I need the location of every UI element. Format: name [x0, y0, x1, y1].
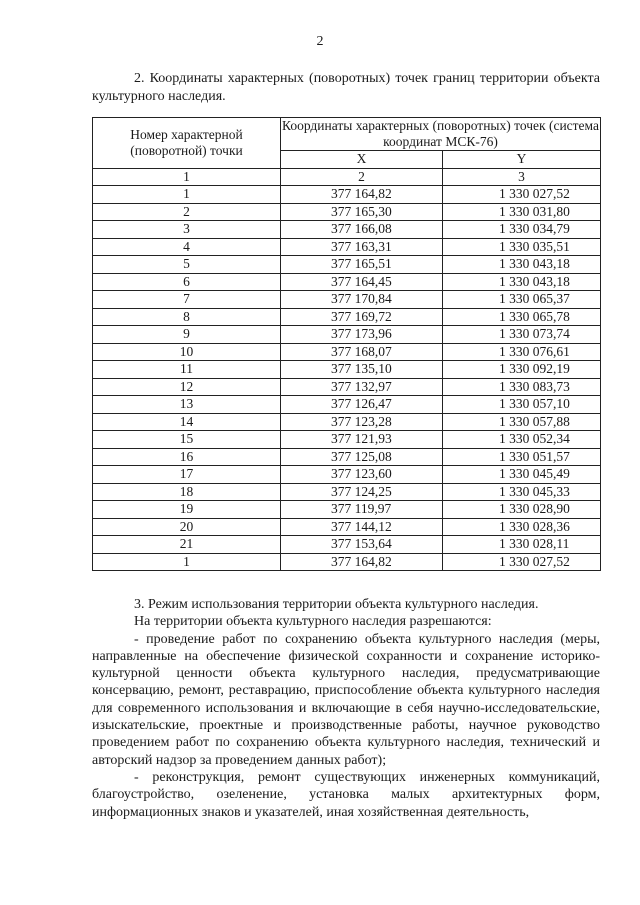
y-coordinate-cell	[443, 536, 601, 554]
point-number-cell	[93, 431, 281, 449]
point-number-cell-text: 17	[179, 466, 194, 481]
column-numbering-row	[93, 168, 601, 186]
x-coordinate-cell-text: 377 169,72	[331, 308, 392, 324]
x-coordinate-cell	[281, 553, 443, 571]
point-number-cell	[93, 256, 281, 274]
page-number: 2	[316, 34, 324, 49]
x-coordinate-cell-text: 377 170,84	[331, 291, 392, 306]
point-number-cell-text: 3	[183, 221, 190, 236]
point-number-cell	[93, 343, 281, 361]
section-3-intro: На территории объекта культурного наследия разрешаются:	[134, 614, 492, 630]
x-coordinate-cell	[281, 291, 443, 309]
point-number-cell-text: 12	[179, 378, 194, 394]
column-number: 1	[93, 168, 281, 186]
table-row	[93, 518, 601, 536]
table-row	[93, 466, 601, 484]
y-coordinate-cell-text: 1 330 028,36	[499, 518, 570, 534]
y-coordinate-cell	[443, 273, 601, 291]
point-number-cell	[93, 518, 281, 536]
x-coordinate-cell	[281, 186, 443, 204]
y-coordinate-cell-text: 1 330 057,88	[499, 413, 570, 429]
y-coordinate-cell	[443, 501, 601, 519]
x-coordinate-cell	[281, 483, 443, 501]
x-coordinate-cell	[281, 413, 443, 431]
point-number-cell-text: 2	[183, 203, 190, 219]
table-row	[93, 291, 601, 309]
x-coordinate-cell-text: 377 173,96	[331, 326, 392, 341]
header-point-number: Номер характерной (поворотной) точки	[93, 118, 281, 169]
point-number-cell-text: 19	[179, 501, 194, 516]
point-number-cell-text: 13	[179, 396, 194, 411]
y-coordinate-cell-text: 1 330 045,33	[499, 483, 570, 499]
table-row	[93, 326, 601, 344]
table-row	[93, 396, 601, 414]
x-coordinate-cell	[281, 518, 443, 536]
point-number-cell-text: 9	[183, 326, 190, 341]
point-number-cell	[93, 378, 281, 396]
x-coordinate-cell	[281, 203, 443, 221]
x-coordinate-cell-text: 377 165,51	[331, 256, 392, 271]
x-coordinate-cell	[281, 326, 443, 344]
point-number-cell	[93, 186, 281, 204]
table-row	[93, 501, 601, 519]
y-coordinate-cell	[443, 361, 601, 379]
y-coordinate-cell	[443, 483, 601, 501]
x-coordinate-cell	[281, 431, 443, 449]
x-coordinate-cell	[281, 343, 443, 361]
point-number-cell	[93, 448, 281, 466]
x-coordinate-cell-text: 377 164,82	[331, 186, 392, 201]
point-number-cell-text: 5	[183, 256, 190, 271]
y-coordinate-cell	[443, 256, 601, 274]
x-coordinate-cell-text: 377 135,10	[331, 361, 392, 376]
y-coordinate-cell	[443, 413, 601, 431]
y-coordinate-cell-text: 1 330 045,49	[499, 466, 570, 481]
x-coordinate-cell-text: 377 168,07	[331, 343, 392, 359]
point-number-cell-text: 8	[183, 308, 190, 324]
y-coordinate-cell	[443, 186, 601, 204]
y-coordinate-cell-text: 1 330 073,74	[499, 326, 570, 341]
section-3	[92, 596, 600, 821]
y-coordinate-cell-text: 1 330 076,61	[499, 343, 570, 359]
y-coordinate-cell	[443, 221, 601, 239]
y-coordinate-cell-text: 1 330 027,52	[499, 186, 570, 201]
table-row	[93, 536, 601, 554]
x-coordinate-cell-text: 377 132,97	[331, 378, 392, 394]
table-row	[93, 431, 601, 449]
point-number-cell-text: 16	[179, 448, 194, 464]
y-coordinate-cell-text: 1 330 035,51	[499, 238, 570, 254]
point-number-cell	[93, 413, 281, 431]
x-coordinate-cell	[281, 308, 443, 326]
section-3-heading: 3. Режим использования территории объекта культурного наследия.	[134, 597, 539, 612]
point-number-cell	[93, 361, 281, 379]
x-coordinate-cell-text: 377 163,31	[331, 238, 392, 254]
y-coordinate-cell-text: 1 330 043,18	[499, 273, 570, 289]
y-coordinate-cell-text: 1 330 027,52	[499, 553, 570, 569]
point-number-cell-text: 6	[183, 273, 190, 289]
column-number: 2	[281, 168, 443, 186]
point-number-cell-text: 10	[179, 343, 194, 359]
point-number-cell	[93, 483, 281, 501]
header-x: X	[281, 151, 443, 169]
y-coordinate-cell	[443, 343, 601, 361]
x-coordinate-cell	[281, 501, 443, 519]
point-number-cell-text: 1	[183, 186, 190, 201]
y-coordinate-cell	[443, 553, 601, 571]
x-coordinate-cell-text: 377 123,60	[331, 466, 392, 481]
x-coordinate-cell-text: 377 165,30	[331, 203, 392, 219]
y-coordinate-cell	[443, 291, 601, 309]
x-coordinate-cell	[281, 396, 443, 414]
x-coordinate-cell	[281, 448, 443, 466]
y-coordinate-cell	[443, 448, 601, 466]
point-number-cell	[93, 273, 281, 291]
point-number-cell	[93, 326, 281, 344]
y-coordinate-cell-text: 1 330 031,80	[499, 203, 570, 219]
y-coordinate-cell	[443, 203, 601, 221]
x-coordinate-cell-text: 377 125,08	[331, 448, 392, 464]
table-row	[93, 273, 601, 291]
table-row	[93, 378, 601, 396]
y-coordinate-cell-text: 1 330 065,37	[499, 291, 570, 306]
point-number-cell-text: 14	[179, 413, 194, 429]
y-coordinate-cell-text: 1 330 083,73	[499, 378, 570, 394]
table-row	[93, 413, 601, 431]
point-number-cell-text: 11	[180, 361, 193, 376]
table-row	[93, 186, 601, 204]
table-row	[93, 483, 601, 501]
table-row	[93, 343, 601, 361]
point-number-cell	[93, 536, 281, 554]
point-number-cell	[93, 291, 281, 309]
x-coordinate-cell-text: 377 166,08	[331, 221, 392, 236]
coordinates-body	[93, 186, 601, 571]
x-coordinate-cell-text: 377 123,28	[331, 413, 392, 429]
x-coordinate-cell	[281, 256, 443, 274]
point-number-cell	[93, 238, 281, 256]
table-row	[93, 203, 601, 221]
y-coordinate-cell-text: 1 330 028,11	[499, 536, 570, 551]
x-coordinate-cell	[281, 361, 443, 379]
section-2-heading: 2. Координаты характерных (поворотных) точек границ территории объекта культурного наследия.	[92, 71, 600, 104]
y-coordinate-cell	[443, 378, 601, 396]
column-number: 3	[443, 168, 601, 186]
permitted-item-2: - реконструкция, ремонт существующих инженерных коммуникаций, благоустройство, озеленение, установка малых архитектурных форм, информационных знаков и указателей, иная хозяйственная деятельность,	[92, 769, 600, 820]
table-row	[93, 553, 601, 571]
point-number-cell	[93, 466, 281, 484]
x-coordinate-cell-text: 377 164,82	[331, 553, 392, 569]
point-number-cell-text: 20	[179, 518, 194, 534]
point-number-cell-text: 21	[179, 536, 194, 551]
point-number-cell-text: 18	[179, 483, 194, 499]
point-number-cell	[93, 308, 281, 326]
point-number-cell	[93, 203, 281, 221]
table-row	[93, 448, 601, 466]
x-coordinate-cell-text: 377 164,45	[331, 273, 392, 289]
y-coordinate-cell	[443, 238, 601, 256]
y-coordinate-cell-text: 1 330 052,34	[499, 431, 570, 446]
table-row	[93, 238, 601, 256]
table-row	[93, 308, 601, 326]
point-number-cell-text: 7	[183, 291, 190, 306]
y-coordinate-cell-text: 1 330 065,78	[499, 308, 570, 324]
table-row	[93, 256, 601, 274]
x-coordinate-cell	[281, 536, 443, 554]
y-coordinate-cell-text: 1 330 043,18	[499, 256, 570, 271]
point-number-cell	[93, 396, 281, 414]
y-coordinate-cell-text: 1 330 057,10	[499, 396, 570, 411]
x-coordinate-cell	[281, 466, 443, 484]
x-coordinate-cell-text: 377 121,93	[331, 431, 392, 446]
point-number-cell	[93, 501, 281, 519]
x-coordinate-cell-text: 377 144,12	[331, 518, 392, 534]
permitted-item-1: - проведение работ по сохранению объекта культурного наследия (меры, направленные на обеспечение физической сохранности и сохранение историко-культурной ценности объекта культурного наследия, предусматривающие консервацию, ремонт, реставрацию, приспособление объекта культурного наследия для современного использования и включающие в себя научно-исследовательские, изыскательские, проектные и производственные работы, научное руководство проведением работ по сохранению объекта культурного наследия, технический и авторский надзор за проведением данных работ);	[92, 631, 600, 768]
point-number-cell	[93, 553, 281, 571]
header-coordinates: Координаты характерных (поворотных) точек (система координат МСК-76)	[282, 118, 599, 149]
x-coordinate-cell-text: 377 124,25	[331, 483, 392, 499]
point-number-cell-text: 1	[183, 553, 190, 569]
y-coordinate-cell-text: 1 330 028,90	[499, 501, 570, 516]
coordinates-table	[92, 117, 601, 571]
x-coordinate-cell	[281, 378, 443, 396]
y-coordinate-cell	[443, 396, 601, 414]
x-coordinate-cell	[281, 221, 443, 239]
table-row	[93, 221, 601, 239]
y-coordinate-cell	[443, 326, 601, 344]
header-y: Y	[443, 151, 601, 169]
y-coordinate-cell	[443, 466, 601, 484]
x-coordinate-cell-text: 377 153,64	[331, 536, 392, 551]
point-number-cell	[93, 221, 281, 239]
x-coordinate-cell-text: 377 126,47	[331, 396, 392, 411]
x-coordinate-cell-text: 377 119,97	[331, 501, 392, 516]
x-coordinate-cell	[281, 273, 443, 291]
x-coordinate-cell	[281, 238, 443, 256]
y-coordinate-cell-text: 1 330 051,57	[499, 448, 570, 464]
y-coordinate-cell	[443, 431, 601, 449]
y-coordinate-cell-text: 1 330 034,79	[499, 221, 570, 236]
table-row	[93, 361, 601, 379]
y-coordinate-cell	[443, 518, 601, 536]
y-coordinate-cell	[443, 308, 601, 326]
point-number-cell-text: 15	[179, 431, 194, 446]
y-coordinate-cell-text: 1 330 092,19	[499, 361, 570, 376]
point-number-cell-text: 4	[183, 238, 190, 254]
